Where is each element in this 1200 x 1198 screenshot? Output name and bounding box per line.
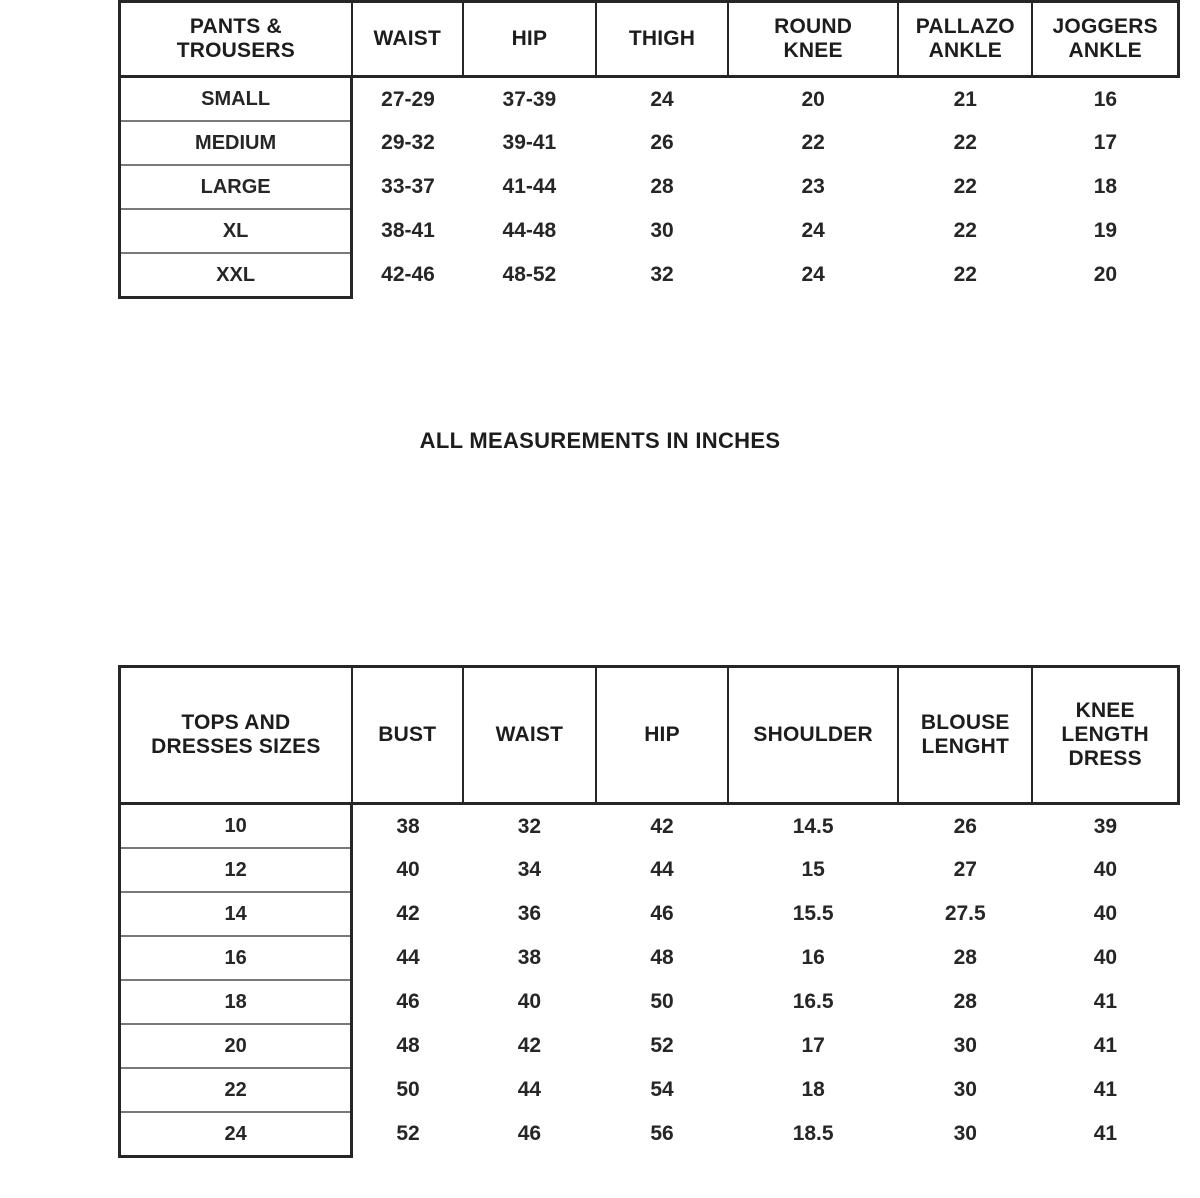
measurement-cell: 22 (898, 209, 1032, 253)
table-row (120, 1112, 1179, 1157)
measurement-cell: 27.5 (898, 892, 1032, 936)
size-label-cell: 10 (120, 804, 352, 849)
size-label-cell: MEDIUM (120, 121, 352, 165)
pants-table-header (120, 2, 1179, 77)
measurement-cell: 32 (596, 253, 728, 298)
header-line: THIGH (628, 26, 696, 50)
measurement-cell: 15.5 (728, 892, 898, 936)
header-line: WAIST (495, 722, 564, 746)
size-label-cell: XL (120, 209, 352, 253)
measurement-cell: 41-44 (463, 165, 596, 209)
measurement-cell: 50 (596, 980, 728, 1024)
header-line: ROUND (774, 14, 853, 38)
header-waist (463, 667, 596, 804)
measurement-cell: 22 (898, 121, 1032, 165)
header-line: LENGHT (921, 735, 1010, 758)
measurement-cell: 46 (596, 892, 728, 936)
table-row (120, 1068, 1179, 1112)
header-joggers-ankle (1032, 2, 1178, 77)
header-tops-dresses-sizes (120, 667, 352, 804)
size-label-cell: 18 (120, 980, 352, 1024)
measurement-cell: 38-41 (352, 209, 463, 253)
header-blouse-lenght (898, 667, 1032, 804)
table-row (120, 253, 1179, 298)
tops-dresses-size-table (118, 665, 1180, 1158)
size-label-cell: XXL (120, 253, 352, 298)
header-line: KNEE (1075, 698, 1135, 722)
measurement-cell: 16.5 (728, 980, 898, 1024)
header-line: KNEE (783, 39, 843, 62)
header-line: BLOUSE (920, 710, 1010, 734)
measurement-cell: 40 (1032, 936, 1178, 980)
header-waist (352, 2, 463, 77)
table-header-row (120, 2, 1179, 77)
measurement-cell: 34 (463, 848, 596, 892)
header-knee-length-dress (1032, 667, 1178, 804)
table-row (120, 804, 1179, 849)
measurement-cell: 37-39 (463, 77, 596, 122)
size-label-cell: 24 (120, 1112, 352, 1157)
measurement-cell: 32 (463, 804, 596, 849)
measurement-cell: 50 (352, 1068, 463, 1112)
measurement-cell: 17 (728, 1024, 898, 1068)
measurement-cell: 30 (898, 1068, 1032, 1112)
measurement-cell: 52 (596, 1024, 728, 1068)
header-line: PANTS & (189, 14, 282, 38)
measurement-cell: 22 (898, 165, 1032, 209)
header-pallazo-ankle (898, 2, 1032, 77)
measurement-cell: 52 (352, 1112, 463, 1157)
pants-trousers-size-table (118, 0, 1180, 299)
measurement-cell: 42 (596, 804, 728, 849)
table-row (120, 1024, 1179, 1068)
measurement-cell: 22 (728, 121, 898, 165)
header-line: DRESS (1068, 747, 1142, 771)
header-thigh (596, 2, 728, 77)
pants-table-body (120, 77, 1179, 298)
measurement-cell: 30 (898, 1024, 1032, 1068)
header-line: ANKLE (1068, 39, 1142, 62)
header-line: JOGGERS (1052, 14, 1158, 38)
header-pants-trousers (120, 2, 352, 77)
measurement-cell: 36 (463, 892, 596, 936)
measurement-cell: 17 (1032, 121, 1178, 165)
measurements-unit-note: ALL MEASUREMENTS IN INCHES (419, 428, 781, 453)
measurement-cell: 28 (898, 936, 1032, 980)
measurement-cell: 15 (728, 848, 898, 892)
measurement-cell: 39-41 (463, 121, 596, 165)
measurement-cell: 42 (463, 1024, 596, 1068)
measurement-cell: 24 (728, 253, 898, 298)
measurement-cell: 29-32 (352, 121, 463, 165)
measurement-cell: 18 (728, 1068, 898, 1112)
header-bust (352, 667, 463, 804)
measurement-cell: 20 (728, 77, 898, 122)
measurement-cell: 40 (1032, 892, 1178, 936)
measurement-cell: 23 (728, 165, 898, 209)
table-row (120, 848, 1179, 892)
measurement-cell: 44 (463, 1068, 596, 1112)
header-shoulder (728, 667, 898, 804)
table-row (120, 936, 1179, 980)
header-line: HIP (511, 26, 548, 50)
measurement-cell: 27-29 (352, 77, 463, 122)
table-row (120, 892, 1179, 936)
measurement-cell: 48 (596, 936, 728, 980)
size-label-cell: 14 (120, 892, 352, 936)
measurement-cell: 39 (1032, 804, 1178, 849)
measurement-cell: 44 (352, 936, 463, 980)
size-label-cell: 22 (120, 1068, 352, 1112)
measurement-cell: 22 (898, 253, 1032, 298)
size-label-cell: 12 (120, 848, 352, 892)
measurement-cell: 41 (1032, 1112, 1178, 1157)
measurement-cell: 16 (1032, 77, 1178, 122)
measurement-cell: 41 (1032, 1068, 1178, 1112)
measurement-cell: 19 (1032, 209, 1178, 253)
header-line: DRESSES SIZES (151, 735, 321, 758)
measurement-cell: 38 (463, 936, 596, 980)
measurement-cell: 40 (1032, 848, 1178, 892)
measurement-cell: 38 (352, 804, 463, 849)
measurement-cell: 28 (596, 165, 728, 209)
size-label-cell: 20 (120, 1024, 352, 1068)
measurement-cell: 24 (596, 77, 728, 122)
size-label-cell: LARGE (120, 165, 352, 209)
measurement-cell: 18.5 (728, 1112, 898, 1157)
measurement-cell: 28 (898, 980, 1032, 1024)
table-row (120, 165, 1179, 209)
measurement-cell: 42-46 (352, 253, 463, 298)
measurement-cell: 41 (1032, 980, 1178, 1024)
measurement-cell: 14.5 (728, 804, 898, 849)
tops-table-body (120, 804, 1179, 1157)
measurement-cell: 30 (898, 1112, 1032, 1157)
measurement-cell: 48-52 (463, 253, 596, 298)
table-header-row (120, 667, 1179, 804)
header-line: TOPS AND (181, 710, 291, 734)
measurement-cell: 56 (596, 1112, 728, 1157)
measurement-cell: 24 (728, 209, 898, 253)
header-round-knee (728, 2, 898, 77)
table-row (120, 209, 1179, 253)
header-line: LENGTH (1061, 722, 1149, 746)
measurement-cell: 27 (898, 848, 1032, 892)
size-label-cell: SMALL (120, 77, 352, 122)
measurement-cell: 16 (728, 936, 898, 980)
table-row (120, 121, 1179, 165)
header-line: SHOULDER (753, 722, 873, 746)
measurement-cell: 21 (898, 77, 1032, 122)
header-line: PALLAZO (915, 14, 1015, 38)
header-line: ANKLE (928, 39, 1002, 62)
measurement-cell: 40 (463, 980, 596, 1024)
measurement-cell: 46 (463, 1112, 596, 1157)
size-label-cell: 16 (120, 936, 352, 980)
header-hip (596, 667, 728, 804)
measurement-cell: 26 (596, 121, 728, 165)
measurement-cell: 54 (596, 1068, 728, 1112)
table-row (120, 77, 1179, 122)
tops-table-header (120, 667, 1179, 804)
table-row (120, 980, 1179, 1024)
measurement-cell: 33-37 (352, 165, 463, 209)
measurement-cell: 42 (352, 892, 463, 936)
measurement-cell: 48 (352, 1024, 463, 1068)
measurement-cell: 41 (1032, 1024, 1178, 1068)
header-hip (463, 2, 596, 77)
header-line: TROUSERS (176, 39, 295, 62)
measurement-cell: 46 (352, 980, 463, 1024)
measurement-cell: 30 (596, 209, 728, 253)
header-line: WAIST (373, 26, 442, 50)
measurement-cell: 40 (352, 848, 463, 892)
measurement-cell: 20 (1032, 253, 1178, 298)
measurement-cell: 26 (898, 804, 1032, 849)
measurement-cell: 18 (1032, 165, 1178, 209)
measurement-cell: 44 (596, 848, 728, 892)
measurement-cell: 44-48 (463, 209, 596, 253)
header-line: BUST (378, 722, 437, 746)
header-line: HIP (644, 722, 680, 746)
